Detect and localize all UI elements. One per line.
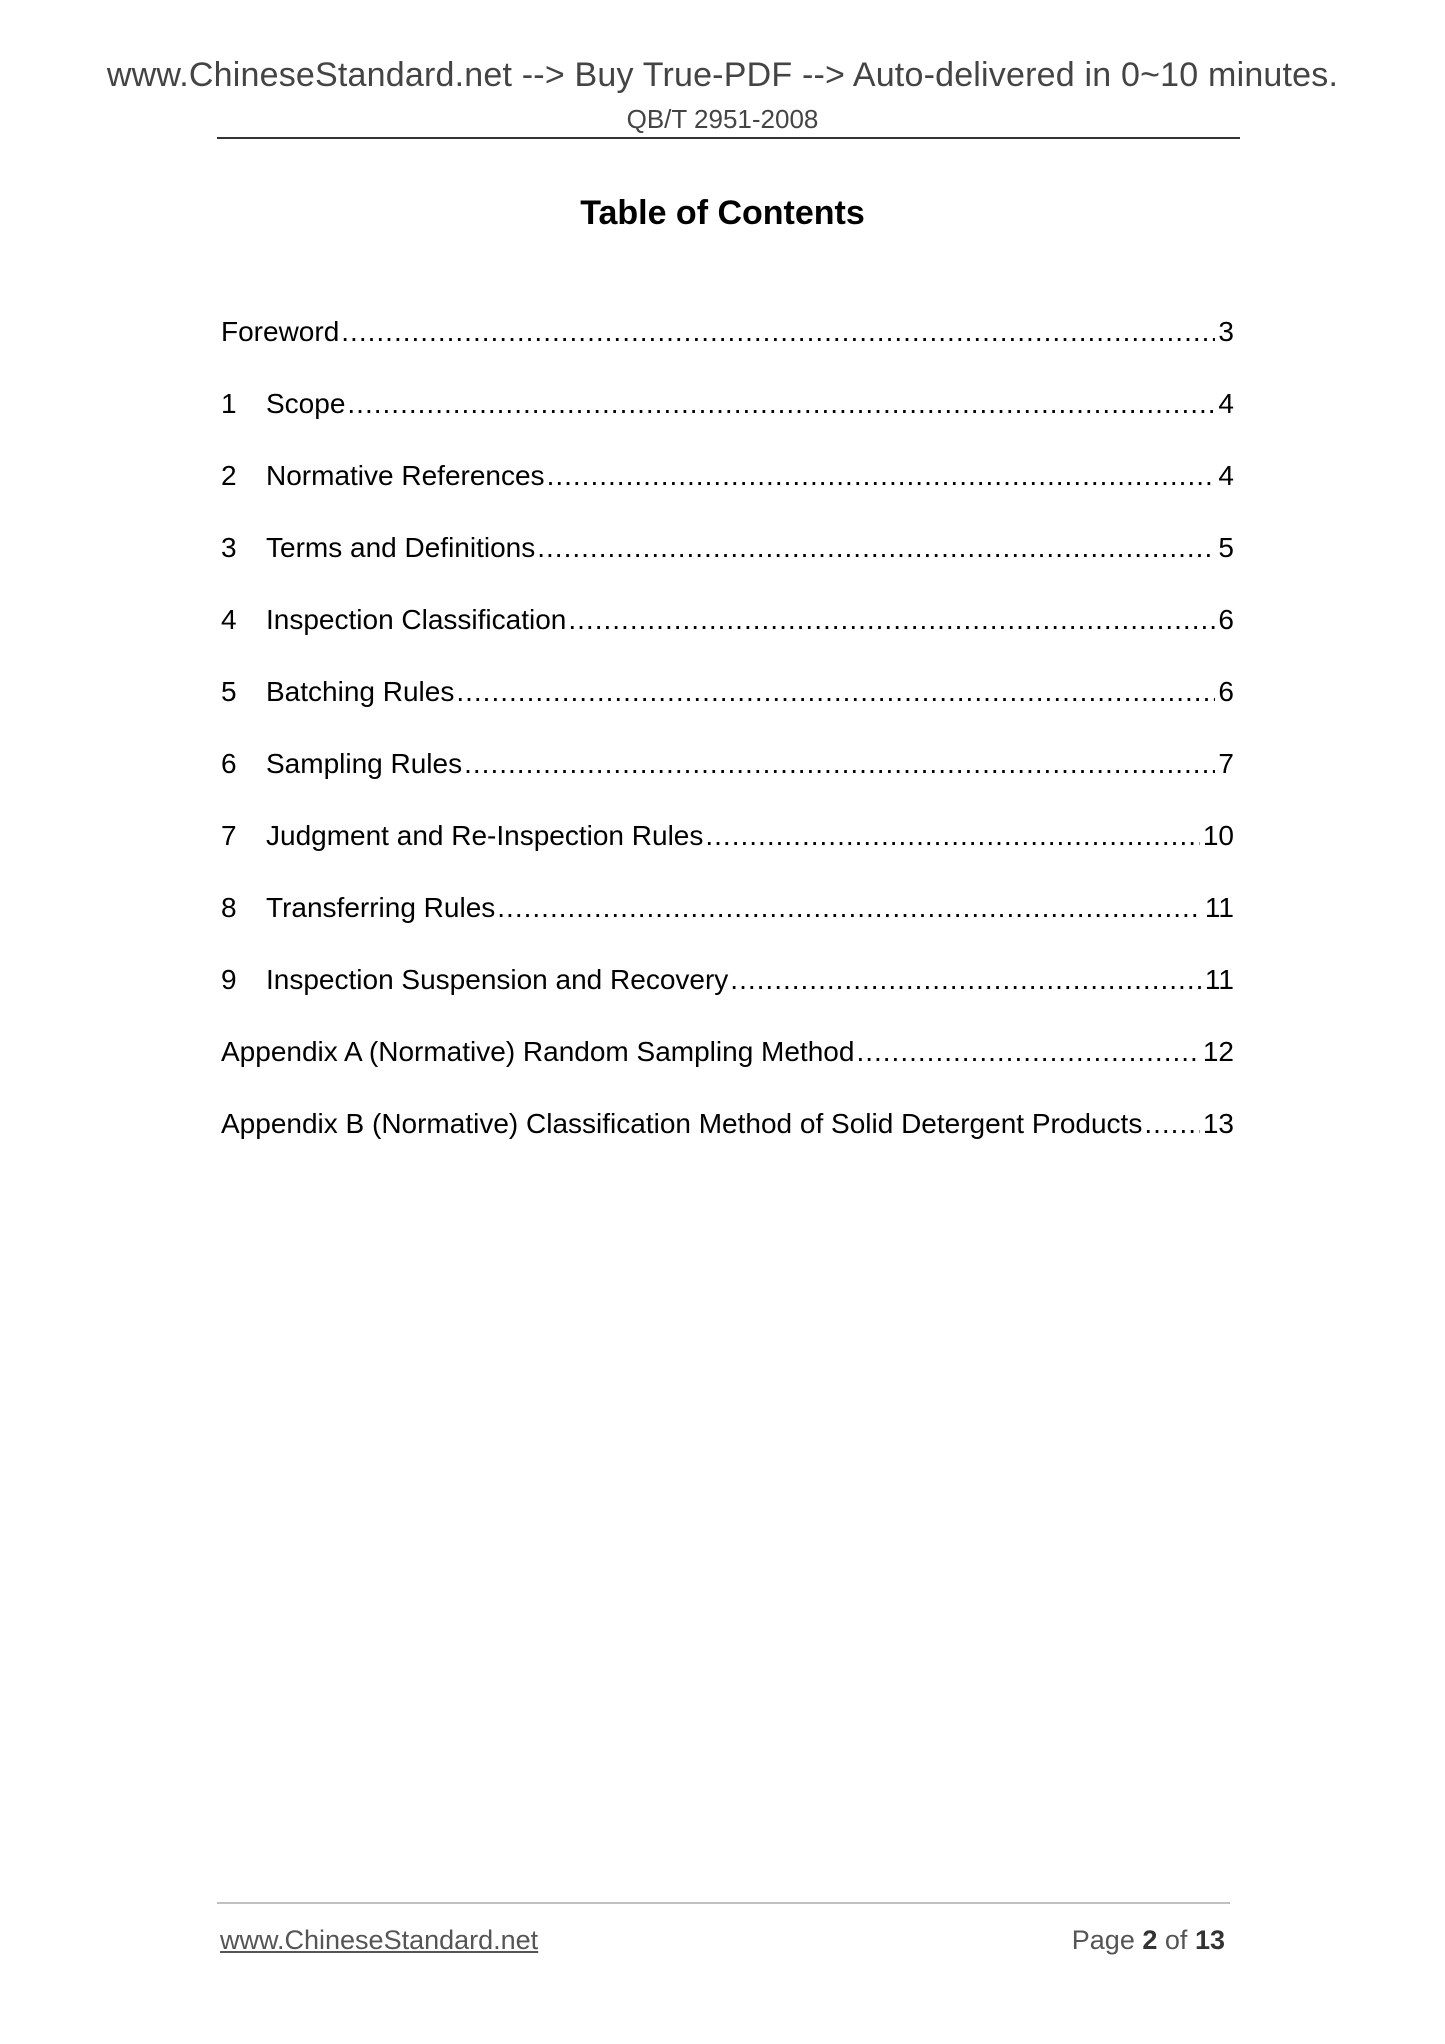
- toc-dot-leader: [856, 1034, 1199, 1070]
- toc-entry-inspection-classification[interactable]: [221, 602, 1234, 674]
- toc-page-number: 3: [1218, 316, 1234, 347]
- toc-entry-text: Judgment and Re-Inspection Rules: [266, 820, 704, 851]
- toc-entry-text: Sampling Rules: [266, 748, 463, 779]
- toc-entry-text: Batching Rules: [266, 676, 455, 707]
- toc-list: [221, 314, 1234, 1178]
- toc-section-number: 5: [221, 676, 237, 707]
- toc-entry-text: Normative References: [266, 460, 545, 491]
- toc-dot-leader: [1144, 1106, 1200, 1142]
- toc-section-number: 1: [221, 388, 237, 419]
- toc-entry-appendix-a[interactable]: [221, 1034, 1234, 1106]
- footer-site-link[interactable]: www.ChineseStandard.net: [220, 1925, 539, 1955]
- toc-page-number: 11: [1204, 964, 1234, 995]
- standard-number: QB/T 2951-2008: [626, 104, 819, 134]
- toc-entry-appendix-b[interactable]: [221, 1106, 1234, 1178]
- toc-page-number: 6: [1218, 604, 1234, 635]
- footer-divider: [217, 1902, 1230, 1904]
- toc-page-number: 13: [1202, 1108, 1234, 1139]
- toc-entry-terms-and-definitions[interactable]: [221, 530, 1234, 602]
- site-banner: www.ChineseStandard.net --> Buy True-PDF --> Auto-delivered in 0~10 minutes.: [106, 56, 1339, 94]
- toc-page-number: 6: [1218, 676, 1234, 707]
- toc-dot-leader: [497, 890, 1202, 926]
- toc-page-number: 11: [1204, 892, 1234, 923]
- toc-section-number: 9: [221, 964, 237, 995]
- toc-section-number: 7: [221, 820, 237, 851]
- toc-entry-scope[interactable]: [221, 386, 1234, 458]
- toc-dot-leader: [456, 674, 1215, 710]
- toc-page-number: 10: [1202, 820, 1234, 851]
- toc-dot-leader: [730, 962, 1202, 998]
- total-pages-number: 13: [1194, 1925, 1225, 1955]
- toc-entry-judgment-and-reinspection-rules[interactable]: [221, 818, 1234, 890]
- toc-entry-normative-references[interactable]: [221, 458, 1234, 530]
- toc-page-number: 4: [1218, 460, 1234, 491]
- toc-page-number: 7: [1218, 748, 1234, 779]
- toc-entry-text: Inspection Suspension and Recovery: [266, 964, 729, 995]
- toc-dot-leader: [537, 530, 1215, 566]
- toc-entry-foreword[interactable]: [221, 314, 1234, 386]
- toc-section-number: 3: [221, 532, 237, 563]
- toc-dot-leader: [341, 314, 1215, 350]
- toc-entry-text: Inspection Classification: [266, 604, 567, 635]
- toc-section-number: 8: [221, 892, 237, 923]
- toc-dot-leader: [705, 818, 1199, 854]
- page-of-label: of: [1164, 1925, 1188, 1955]
- toc-dot-leader: [568, 602, 1215, 638]
- toc-page-number: 5: [1218, 532, 1234, 563]
- toc-section-number: 2: [221, 460, 237, 491]
- page-indicator: [1072, 1925, 1225, 1956]
- current-page-number: 2: [1142, 1925, 1158, 1955]
- toc-page-number: 4: [1218, 388, 1234, 419]
- toc-entry-transferring-rules[interactable]: [221, 890, 1234, 962]
- toc-entry-text: Scope: [266, 388, 346, 419]
- toc-entry-inspection-suspension-and-recovery[interactable]: [221, 962, 1234, 1034]
- toc-entry-text: Appendix A (Normative) Random Sampling Method: [221, 1036, 855, 1067]
- toc-entry-text: Appendix B (Normative) Classification Method of Solid Detergent Products: [221, 1108, 1143, 1139]
- toc-entry-text: Transferring Rules: [266, 892, 496, 923]
- toc-section-number: 4: [221, 604, 237, 635]
- page-prefix: Page: [1071, 1925, 1135, 1955]
- toc-entry-text: Terms and Definitions: [266, 532, 536, 563]
- toc-entry-batching-rules[interactable]: [221, 674, 1234, 746]
- toc-section-number: 6: [221, 748, 237, 779]
- header-divider: [217, 137, 1240, 139]
- toc-entry-text: Foreword: [221, 316, 340, 347]
- toc-dot-leader: [547, 458, 1216, 494]
- toc-page-number: 12: [1202, 1036, 1234, 1067]
- toc-dot-leader: [464, 746, 1215, 782]
- toc-entry-sampling-rules[interactable]: [221, 746, 1234, 818]
- toc-title: Table of Contents: [580, 194, 865, 232]
- toc-dot-leader: [347, 386, 1215, 422]
